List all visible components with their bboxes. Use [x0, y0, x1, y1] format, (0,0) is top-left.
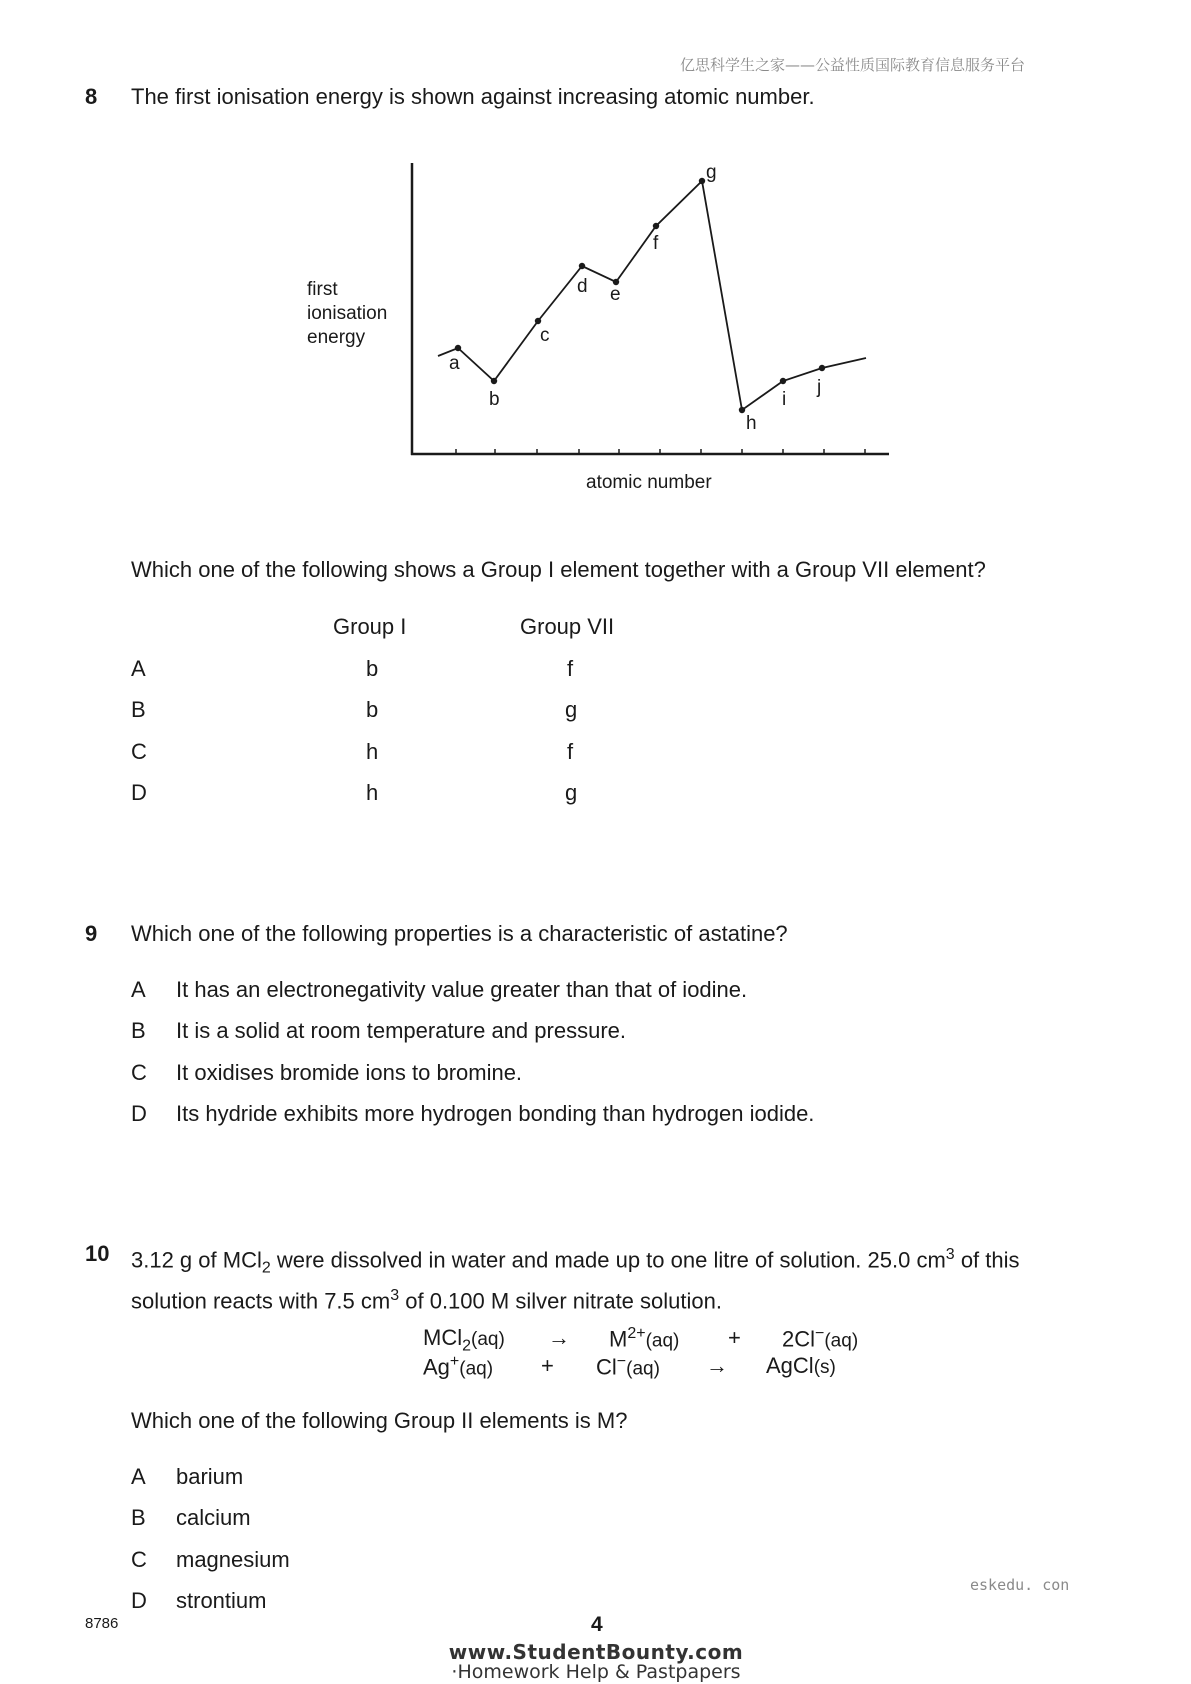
paper-code: 8786 [85, 1615, 119, 1632]
option-text: barium [176, 1464, 244, 1489]
option-group-1: b [366, 656, 379, 681]
question-stem: 3.12 g of MCl$_2$ were dissolved in water and made up to one litre of solution. 25.0 $cm^3$ of this solution reacts with 7.5 $cm^3$ of 0.100 M silver nitrate solution. [131, 1246, 1020, 1314]
option-group-7: f [567, 739, 574, 764]
option-letter[interactable]: A [131, 656, 146, 681]
label-j: j [817, 377, 822, 398]
question-text: Which one of the following Group II elements is M? [131, 1408, 628, 1433]
page-number: 4 [591, 1613, 603, 1636]
label-e: e [610, 284, 621, 305]
graph-y-label: first ionisation energy [307, 279, 388, 348]
option-text: magnesium [176, 1547, 290, 1572]
point-d [579, 263, 585, 269]
equation-1-product-2: 2Cl−(aq) [782, 1325, 859, 1352]
label-c: c [540, 325, 550, 346]
question-number: 10 [85, 1241, 110, 1266]
label-g: g [706, 162, 717, 183]
option-text: calcium [176, 1505, 251, 1530]
option-group-7: g [565, 780, 578, 805]
equation-2-plus: + [541, 1353, 554, 1378]
option-text: It is a solid at room temperature and pressure. [176, 1018, 626, 1043]
option-group-1: h [366, 780, 379, 805]
option-letter[interactable]: A [131, 977, 146, 1002]
header-watermark: 亿思科学生之家——公益性质国际教育信息服务平台 [680, 56, 1026, 74]
option-group-1: h [366, 739, 379, 764]
logo-line-1: www.StudentBounty.com [448, 1640, 744, 1664]
point-h [739, 407, 745, 413]
option-group-7: f [567, 656, 574, 681]
label-f: f [653, 233, 659, 254]
option-text: It has an electronegativity value greater than that of iodine. [176, 977, 748, 1002]
option-text: It oxidises bromide ions to bromine. [176, 1060, 523, 1085]
option-letter[interactable]: C [131, 1060, 147, 1085]
option-text: strontium [176, 1588, 267, 1613]
logo-line-2: ·Homework Help & Pastpapers [451, 1661, 741, 1683]
ionisation-energy-graph [0, 0, 1191, 520]
question-stem: Which one of the following properties is a characteristic of astatine? [131, 921, 788, 946]
point-j [819, 365, 825, 371]
point-b [491, 378, 497, 384]
option-group-1: b [366, 697, 379, 722]
option-letter[interactable]: B [131, 697, 146, 722]
question-number: 9 [85, 921, 98, 946]
equation-1-arrow: → [548, 1325, 570, 1350]
equation-1: MCl$_2$(aq) [423, 1325, 505, 1355]
option-letter[interactable]: A [131, 1464, 146, 1489]
point-g [699, 178, 705, 184]
equation-2-arrow: → [706, 1353, 728, 1378]
label-i: i [782, 389, 787, 410]
label-a: a [449, 353, 460, 374]
option-text: Its hydride exhibits more hydrogen bonding than hydrogen iodide. [176, 1101, 815, 1126]
point-f [653, 223, 659, 229]
equation-1-product-1: $M^{2+}(aq)$ [609, 1325, 680, 1352]
option-letter[interactable]: D [131, 1588, 147, 1613]
graph-x-label: atomic number [586, 472, 712, 493]
studentbounty-logo[interactable] [446, 1640, 746, 1683]
option-letter[interactable]: B [131, 1505, 146, 1530]
option-letter[interactable]: D [131, 780, 147, 805]
point-i [780, 378, 786, 384]
equation-2-reactant-2: Cl−(aq) [596, 1353, 660, 1380]
label-h: h [746, 413, 757, 434]
table-header-group-7: Group VII [520, 614, 615, 639]
question-text: Which one of the following shows a Group I element together with a Group VII element? [131, 557, 986, 582]
option-letter[interactable]: C [131, 739, 147, 764]
question-number: 8 [85, 84, 98, 109]
option-letter[interactable]: D [131, 1101, 147, 1126]
option-letter[interactable]: C [131, 1547, 147, 1572]
question-stem: The first ionisation energy is shown against increasing atomic number. [131, 84, 815, 109]
data-points [455, 178, 825, 413]
label-b: b [489, 389, 500, 410]
point-a [455, 345, 461, 351]
option-letter[interactable]: B [131, 1018, 146, 1043]
point-c [535, 318, 541, 324]
eskedu-watermark: eskedu. con [970, 1576, 1070, 1594]
label-d: d [577, 276, 588, 297]
equation-1-plus: + [728, 1325, 741, 1350]
ionisation-line [438, 181, 866, 410]
option-group-7: g [565, 697, 578, 722]
equation-2: Ag+(aq) [423, 1353, 494, 1380]
table-header-group-1: Group I [333, 614, 407, 639]
equation-2-product: AgCl(s) [766, 1353, 836, 1378]
